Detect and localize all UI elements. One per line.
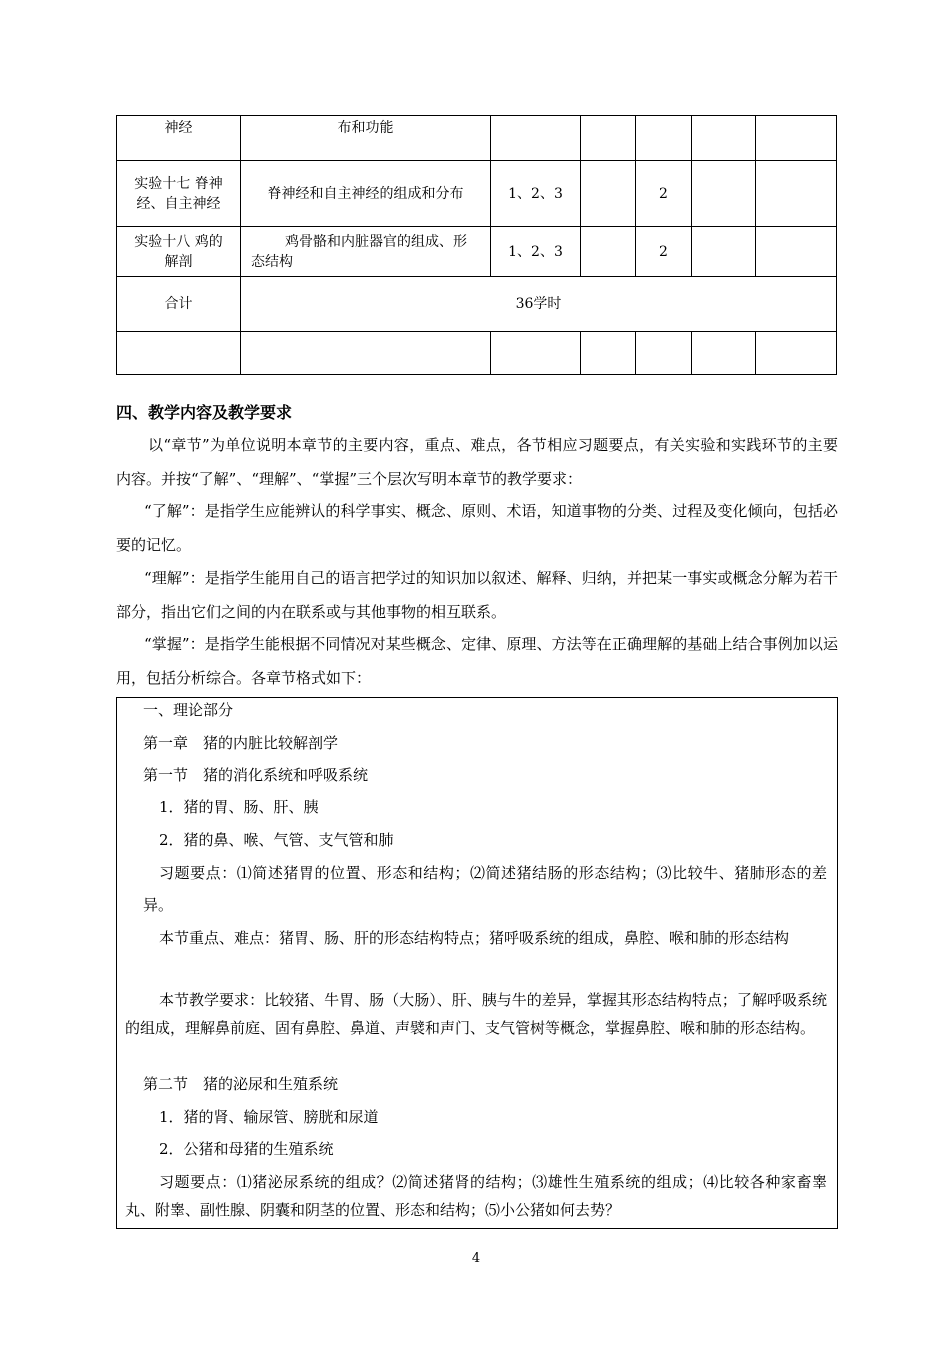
table-cell bbox=[636, 116, 692, 161]
exercise-points: 习题要点：⑴猪泌尿系统的组成？⑵简述猪肾的结构；⑶雄性生殖系统的组成；⑷比较各种家畜睾丸、附睾、副性腺、阴囊和阴茎的位置、形态和结构；⑸小公猪如何去势？ bbox=[125, 1173, 827, 1219]
table-cell: 鸡骨骼和内脏器官的组成、形态结构 bbox=[241, 227, 491, 277]
chapter-title: 第一章 猪的内脏比较解剖学 bbox=[143, 734, 339, 752]
table-cell: 脊神经和自主神经的组成和分布 bbox=[241, 161, 491, 227]
table-cell bbox=[581, 332, 636, 375]
hours-table bbox=[116, 115, 837, 375]
list-item: 2．猪的鼻、喉、气管、支气管和肺 bbox=[159, 831, 394, 849]
table-cell: 1、2、3 bbox=[491, 161, 581, 227]
key-points: 本节重点、难点：猪胃、肠、肝的形态结构特点；猪呼吸系统的组成，鼻腔、喉和肺的形态结构 bbox=[159, 929, 790, 947]
paragraph-master bbox=[116, 627, 838, 695]
section-title: 第一节 猪的消化系统和呼吸系统 bbox=[143, 766, 369, 784]
table-cell bbox=[117, 332, 241, 375]
table-cell: 2 bbox=[636, 161, 692, 227]
paragraph-text: “理解”：是指学生能用自己的语言把学过的知识加以叙述、解释、归纳，并把某一事实或概念分解为若干部分，指出它们之间的内在联系或与其他事物的相互联系。 bbox=[116, 569, 838, 621]
list-item: 1．猪的胃、肠、肝、胰 bbox=[159, 798, 319, 816]
syllabus-box bbox=[116, 697, 838, 1229]
table-row bbox=[117, 227, 837, 277]
table-cell: 实验十七 脊神经、自主神经 bbox=[117, 161, 241, 227]
list-item: 2．公猪和母猪的生殖系统 bbox=[159, 1140, 334, 1158]
table-cell bbox=[756, 116, 837, 161]
table-cell bbox=[241, 332, 491, 375]
paragraph-text: “了解”：是指学生应能辨认的科学事实、概念、原则、术语，知道事物的分类、过程及变化倾向，包括必要的记忆。 bbox=[116, 502, 838, 554]
table-cell: 1、2、3 bbox=[491, 227, 581, 277]
table-cell bbox=[692, 116, 756, 161]
total-label: 合计 bbox=[117, 277, 241, 332]
teaching-requirements: 本节教学要求：比较猪、牛胃、肠（大肠）、肝、胰与牛的差异，掌握其形态结构特点；了解呼吸系统的组成，理解鼻前庭、固有鼻腔、鼻道、声襞和声门、支气管树等概念，掌握鼻腔、喉和肺的形态结构。 bbox=[125, 991, 827, 1037]
table-cell: 神经 bbox=[117, 116, 241, 161]
paragraph-understand-2 bbox=[116, 561, 838, 629]
paragraph-understand-1 bbox=[116, 494, 838, 562]
paragraph-text: “掌握”：是指学生能根据不同情况对某些概念、定律、原理、方法等在正确理解的基础上结合事例加以运用，包括分析综合。各章节格式如下： bbox=[116, 635, 838, 687]
table-cell bbox=[756, 332, 837, 375]
table-row bbox=[117, 161, 837, 227]
table-cell bbox=[636, 332, 692, 375]
part-title: 一、理论部分 bbox=[143, 701, 234, 719]
list-item: 1．猪的肾、输尿管、膀胱和尿道 bbox=[159, 1108, 379, 1126]
exercise-points: 习题要点：⑴简述猪胃的位置、形态和结构；⑵简述猪结肠的形态结构；⑶比较牛、猪肺形态的差异。 bbox=[143, 864, 827, 914]
table-cell bbox=[491, 332, 581, 375]
section-heading: 四、教学内容及教学要求 bbox=[116, 403, 293, 422]
total-value: 36学时 bbox=[241, 277, 837, 332]
table-cell bbox=[756, 227, 837, 277]
table-row-empty bbox=[117, 332, 837, 375]
table-cell: 实验十八 鸡的解剖 bbox=[117, 227, 241, 277]
table-cell bbox=[756, 161, 837, 227]
paragraph-intro bbox=[116, 428, 838, 496]
table-row-total bbox=[117, 277, 837, 332]
section-title: 第二节 猪的泌尿和生殖系统 bbox=[143, 1075, 339, 1093]
table-cell bbox=[581, 116, 636, 161]
table-cell bbox=[581, 161, 636, 227]
table-cell bbox=[692, 227, 756, 277]
table-cell bbox=[692, 161, 756, 227]
table-cell: 2 bbox=[636, 227, 692, 277]
table-cell: 布和功能 bbox=[241, 116, 491, 161]
table-cell bbox=[581, 227, 636, 277]
paragraph-text: 以“章节”为单位说明本章节的主要内容，重点、难点，各节相应习题要点，有关实验和实践环节的主要内容。并按“了解”、“理解”、“掌握”三个层次写明本章节的教学要求： bbox=[116, 436, 838, 488]
table-row bbox=[117, 116, 837, 161]
table-cell bbox=[692, 332, 756, 375]
table-cell bbox=[491, 116, 581, 161]
page-number: 4 bbox=[471, 1251, 481, 1266]
